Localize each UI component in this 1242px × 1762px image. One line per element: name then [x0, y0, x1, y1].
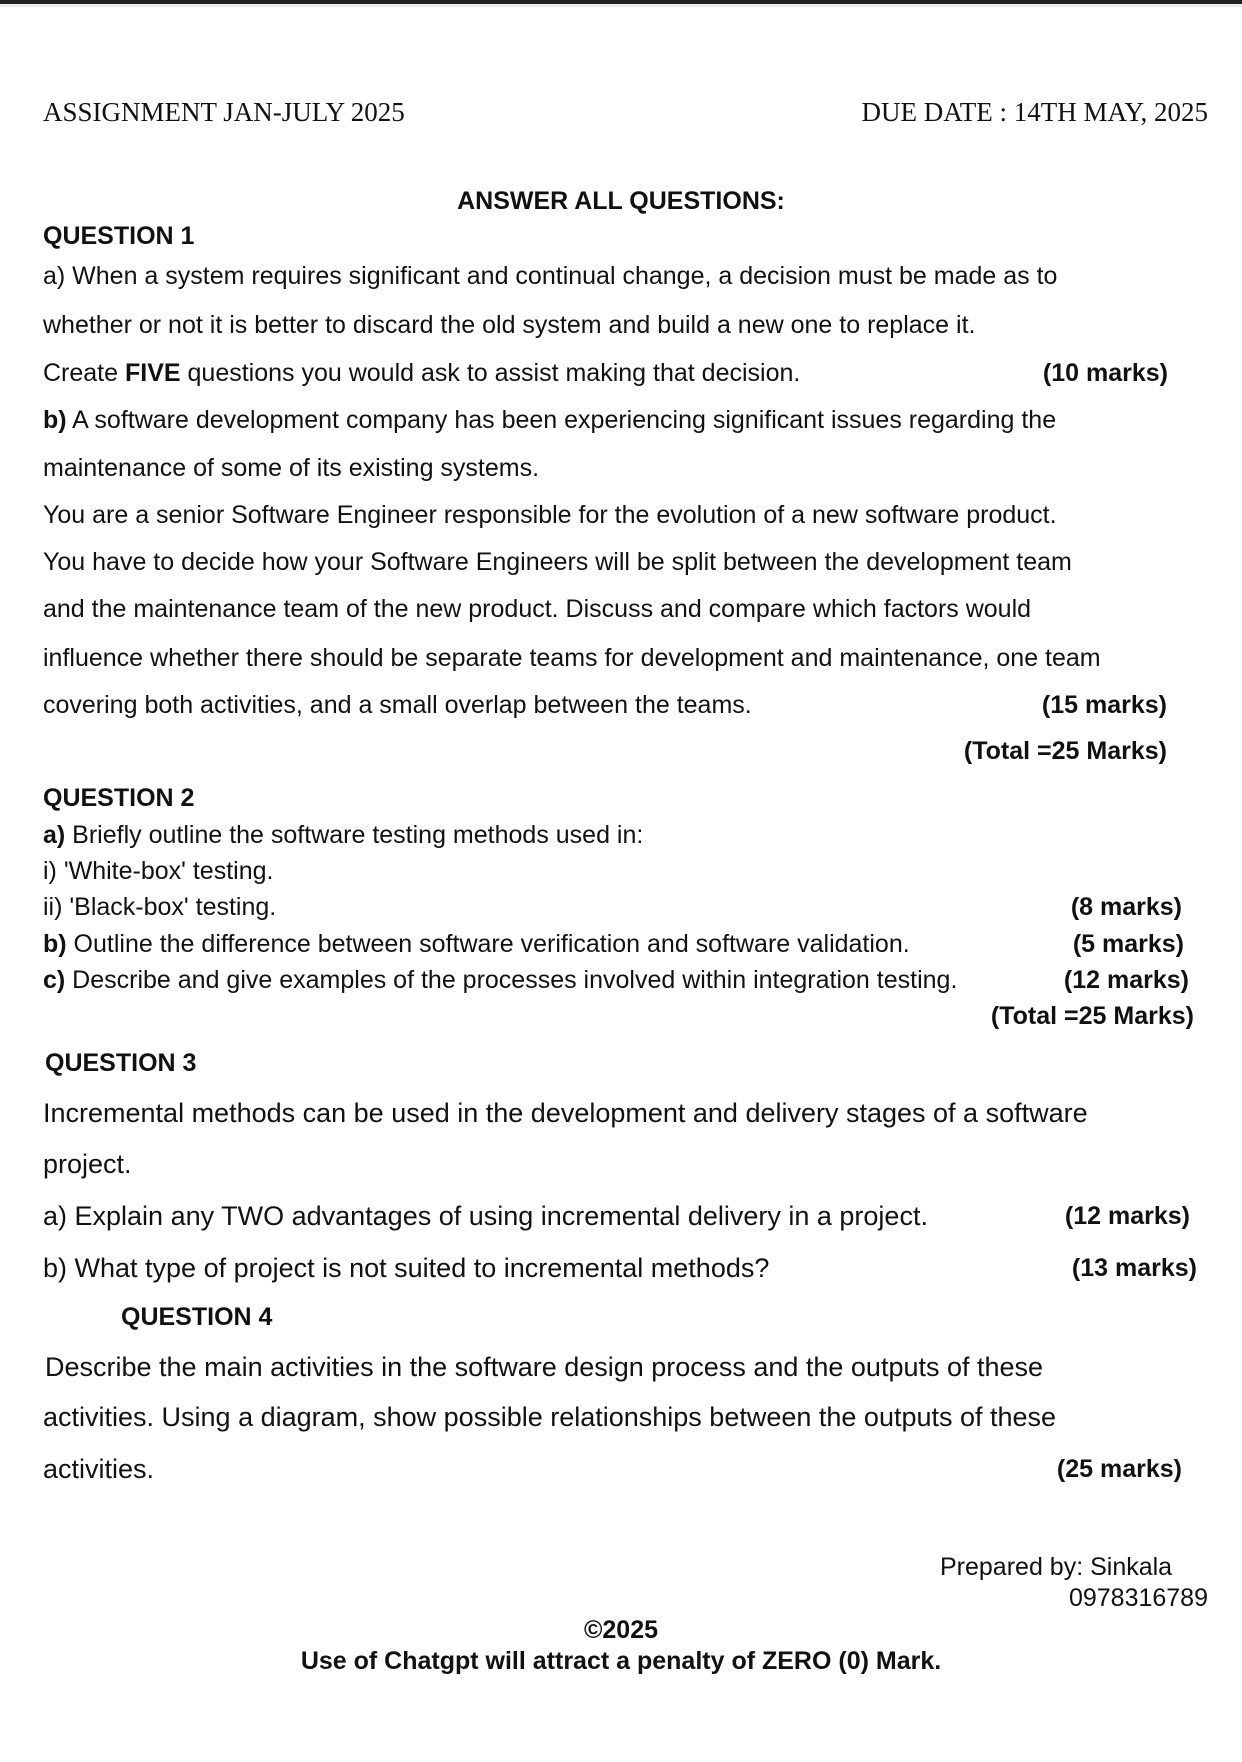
copyright: ©2025: [583, 1616, 659, 1644]
label: b): [43, 406, 67, 434]
q2-text: ii) 'Black-box' testing.: [43, 893, 277, 921]
text: Create: [43, 359, 125, 387]
q2-total: (Total =25 Marks): [990, 1002, 1194, 1030]
assignment-title: ASSIGNMENT JAN-JULY 2025: [43, 97, 405, 127]
q1-text: You are a senior Software Engineer responsible for the evolution of a new software product.: [43, 501, 1057, 529]
q1a-marks: (10 marks): [1042, 359, 1168, 387]
q4-text: activities. Using a diagram, show possible relationships between the outputs of these: [43, 1402, 1057, 1432]
q1-text: covering both activities, and a small overlap between the teams.: [43, 691, 752, 719]
q1b-marks: (15 marks): [1041, 691, 1167, 719]
q2-text: [43, 928, 910, 960]
q4-text: activities.: [43, 1454, 155, 1484]
text: questions you would ask to assist making that decision.: [180, 359, 801, 387]
q1-text: and the maintenance team of the new product. Discuss and compare which factors would: [43, 595, 1032, 623]
q1-text: You have to decide how your Software Engineers will be split between the development team: [43, 548, 1072, 576]
question-2-title: QUESTION 2: [43, 784, 195, 812]
text: Outline the difference between software verification and software validation.: [66, 930, 910, 958]
instruction-heading: ANSWER ALL QUESTIONS:: [457, 187, 785, 215]
q4-text: Describe the main activities in the software design process and the outputs of these: [45, 1352, 1044, 1382]
q1-text: [43, 357, 800, 389]
question-3-title: QUESTION 3: [45, 1049, 197, 1077]
q2-text: [43, 819, 643, 851]
phone-number: 0978316789: [1068, 1584, 1208, 1612]
q1-total: (Total =25 Marks): [963, 737, 1167, 765]
penalty-notice: Use of Chatgpt will attract a penalty of ZERO (0) Mark.: [300, 1647, 942, 1675]
q1-text: maintenance of some of its existing systems.: [43, 454, 540, 482]
q3-text: project.: [43, 1149, 132, 1179]
text: A software development company has been experiencing significant issues regarding the: [66, 406, 1057, 434]
q1-text: a) When a system requires significant and continual change, a decision must be made as to: [43, 262, 1058, 290]
q2a-marks: (8 marks): [1070, 893, 1182, 921]
q1-text: [43, 404, 1056, 436]
q3-text: a) Explain any TWO advantages of using incremental delivery in a project.: [43, 1201, 928, 1231]
due-date: DUE DATE : 14TH MAY, 2025: [861, 97, 1208, 127]
q3-text: b) What type of project is not suited to incremental methods?: [43, 1253, 770, 1283]
prepared-by: Prepared by: Sinkala: [940, 1553, 1173, 1581]
label: a): [43, 821, 66, 849]
q3-text: Incremental methods can be used in the development and delivery stages of a software: [43, 1098, 1088, 1128]
label: c): [43, 966, 66, 994]
text: Briefly outline the software testing methods used in:: [65, 821, 644, 849]
q4-marks: (25 marks): [1056, 1455, 1182, 1483]
question-1-title: QUESTION 1: [43, 222, 195, 250]
question-4-title: QUESTION 4: [121, 1303, 273, 1331]
emphasis: FIVE: [124, 359, 181, 387]
q1-text: influence whether there should be separate teams for development and maintenance, one team: [43, 644, 1101, 672]
q3a-marks: (12 marks): [1064, 1202, 1190, 1230]
q2c-marks: (12 marks): [1063, 966, 1189, 994]
q3b-marks: (13 marks): [1071, 1254, 1197, 1282]
q1-text: whether or not it is better to discard the old system and build a new one to replace it.: [43, 311, 976, 339]
q2-text: i) 'White-box' testing.: [43, 857, 274, 885]
label: b): [43, 930, 67, 958]
q2b-marks: (5 marks): [1072, 930, 1184, 958]
text: Describe and give examples of the processes involved within integration testing.: [65, 966, 958, 994]
q2-text: [43, 964, 957, 996]
top-divider: [0, 4, 1242, 7]
